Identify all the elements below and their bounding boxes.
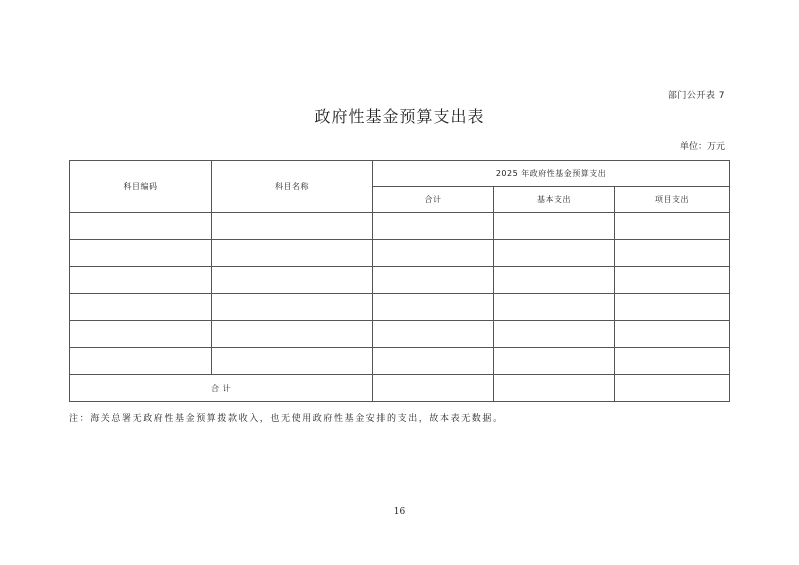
cell-project bbox=[615, 294, 730, 321]
table-row bbox=[70, 267, 730, 294]
header-basic-expenditure: 基本支出 bbox=[494, 187, 615, 213]
cell-name bbox=[212, 240, 373, 267]
page-number: 16 bbox=[393, 507, 406, 517]
cell-basic bbox=[494, 213, 615, 240]
header-total: 合计 bbox=[373, 187, 494, 213]
cell-code bbox=[70, 321, 212, 348]
cell-name bbox=[212, 348, 373, 375]
budget-table bbox=[69, 160, 730, 402]
total-row-basic bbox=[494, 375, 615, 402]
table-row bbox=[70, 348, 730, 375]
cell-basic bbox=[494, 321, 615, 348]
header-budget-group: 2025 年政府性基金预算支出 bbox=[373, 161, 730, 187]
table-row bbox=[70, 240, 730, 267]
unit-label: 单位：万元 bbox=[679, 142, 725, 152]
cell-name bbox=[212, 213, 373, 240]
cell-total bbox=[373, 240, 494, 267]
cell-name bbox=[212, 267, 373, 294]
cell-code bbox=[70, 294, 212, 321]
total-row-label: 合 计 bbox=[70, 375, 373, 402]
cell-total bbox=[373, 267, 494, 294]
cell-basic bbox=[494, 294, 615, 321]
cell-total bbox=[373, 321, 494, 348]
cell-basic bbox=[494, 267, 615, 294]
document-label: 部门公开表 7 bbox=[667, 91, 725, 101]
table-row bbox=[70, 321, 730, 348]
cell-total bbox=[373, 294, 494, 321]
table-total-row bbox=[70, 375, 730, 402]
header-project-expenditure: 项目支出 bbox=[615, 187, 730, 213]
cell-project bbox=[615, 240, 730, 267]
table-row bbox=[70, 213, 730, 240]
cell-total bbox=[373, 213, 494, 240]
cell-basic bbox=[494, 348, 615, 375]
header-subject-name: 科目名称 bbox=[212, 161, 373, 213]
cell-basic bbox=[494, 240, 615, 267]
total-row-project bbox=[615, 375, 730, 402]
cell-project bbox=[615, 321, 730, 348]
header-subject-code: 科目编码 bbox=[70, 161, 212, 213]
cell-code bbox=[70, 240, 212, 267]
cell-code bbox=[70, 267, 212, 294]
cell-project bbox=[615, 213, 730, 240]
table-header-row bbox=[70, 161, 730, 187]
document-title: 政府性基金预算支出表 bbox=[314, 107, 485, 126]
cell-name bbox=[212, 294, 373, 321]
table-row bbox=[70, 294, 730, 321]
cell-project bbox=[615, 267, 730, 294]
total-row-total bbox=[373, 375, 494, 402]
cell-code bbox=[70, 213, 212, 240]
cell-total bbox=[373, 348, 494, 375]
cell-name bbox=[212, 321, 373, 348]
table-note: 注：海关总署无政府性基金预算拨款收入，也无使用政府性基金安排的支出，故本表无数据。 bbox=[69, 414, 504, 424]
cell-code bbox=[70, 348, 212, 375]
cell-project bbox=[615, 348, 730, 375]
